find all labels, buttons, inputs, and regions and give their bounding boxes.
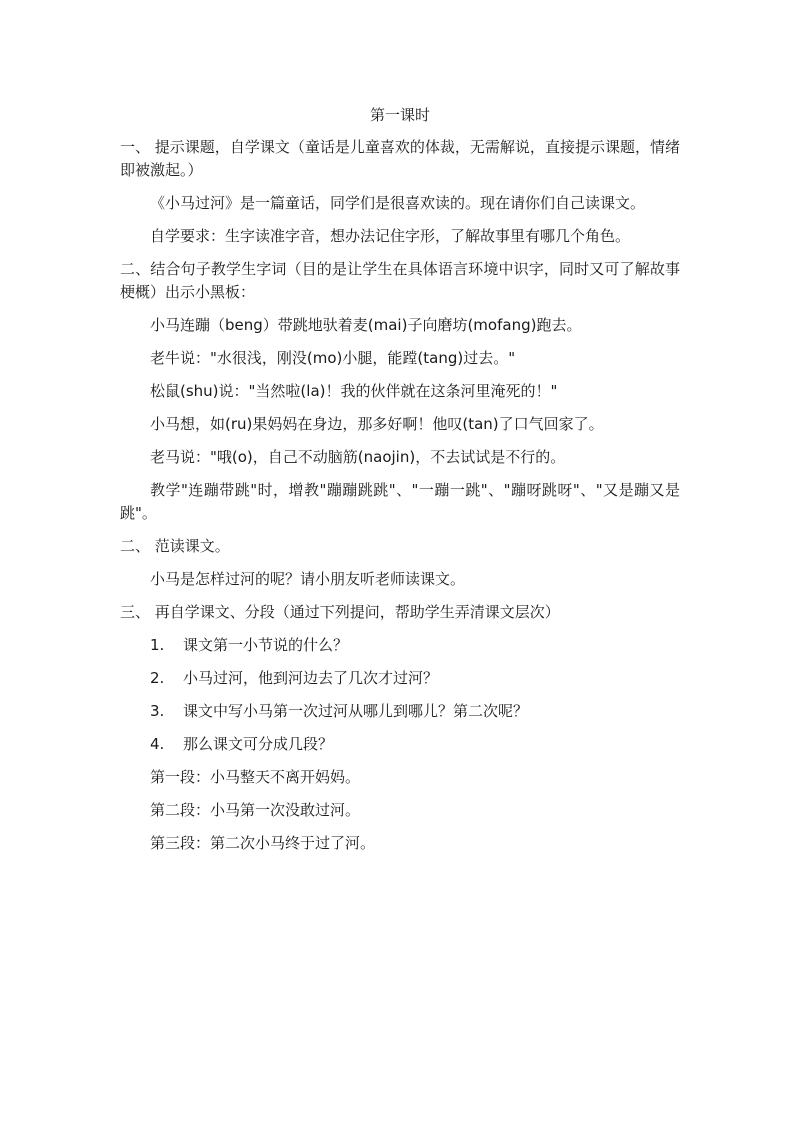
question-number: 1. [150,636,165,654]
section-two-heading: 二、结合句子教学生字词（目的是让学生在具体语言环境中识字，同时又可了解故事梗概）出示小黑板： [120,260,680,301]
segment-three: 第三段：第二次小马终于过了河。 [150,834,376,852]
question-item [120,700,680,723]
segment-one: 第一段：小马整天不离开妈妈。 [150,768,361,786]
self-study-requirement: 自学要求：生字读准字音，想办法记住字形，了解故事里有哪几个角色。 [150,227,631,245]
question-number: 2. [150,669,165,687]
document-page [120,104,680,865]
question-number: 4. [150,735,165,753]
teaching-note: 教学"连蹦带跳"时，增教"蹦蹦跳跳"、"一蹦一跳"、"蹦呀跳呀"、"又是蹦又是跳"。 [120,481,680,522]
question-text: 课文第一小节说的什么？ [183,636,349,654]
sentence-5: 老马说："哦(o)，自己不动脑筋(naojin)，不去试试是不行的。 [150,448,566,466]
sentence-3: 松鼠(shu)说："当然啦(la)！我的伙伴就在这条河里淹死的！" [150,382,558,400]
question-text: 小马过河，他到河边去了几次才过河？ [183,669,439,687]
lesson-title: 第一课时 [369,106,430,124]
question-number: 3. [150,702,165,720]
section-three-heading: 三、 再自学课文、分段（通过下列提问，帮助学生弄清课文层次） [120,603,560,621]
section-one-heading: 一、 提示课题，自学课文（童话是儿童喜欢的体裁，无需解说，直接提示课题，情绪即被激起。） [120,138,680,179]
question-item [120,667,680,690]
question-item [120,634,680,657]
question-text: 课文中写小马第一次过河从哪儿到哪儿？第二次呢？ [183,702,529,720]
sentence-1: 小马连蹦（beng）带跳地驮着麦(mai)子向磨坊(mofang)跑去。 [150,316,582,334]
reading-prompt: 小马是怎样过河的呢？请小朋友听老师读课文。 [150,570,466,588]
sentence-2: 老牛说："水很浅，刚没(mo)小腿，能蹚(tang)过去。" [150,349,516,367]
intro-paragraph: 《小马过河》是一篇童话，同学们是很喜欢读的。现在请你们自己读课文。 [150,194,646,212]
sentence-4: 小马想，如(ru)果妈妈在身边，那多好啊！他叹(tan)了口气回家了。 [150,415,604,433]
section-reading-heading: 二、 范读课文。 [120,537,230,555]
question-text: 那么课文可分成几段？ [183,735,334,753]
segment-two: 第二段：小马第一次没敢过河。 [150,801,361,819]
question-item [120,733,680,756]
